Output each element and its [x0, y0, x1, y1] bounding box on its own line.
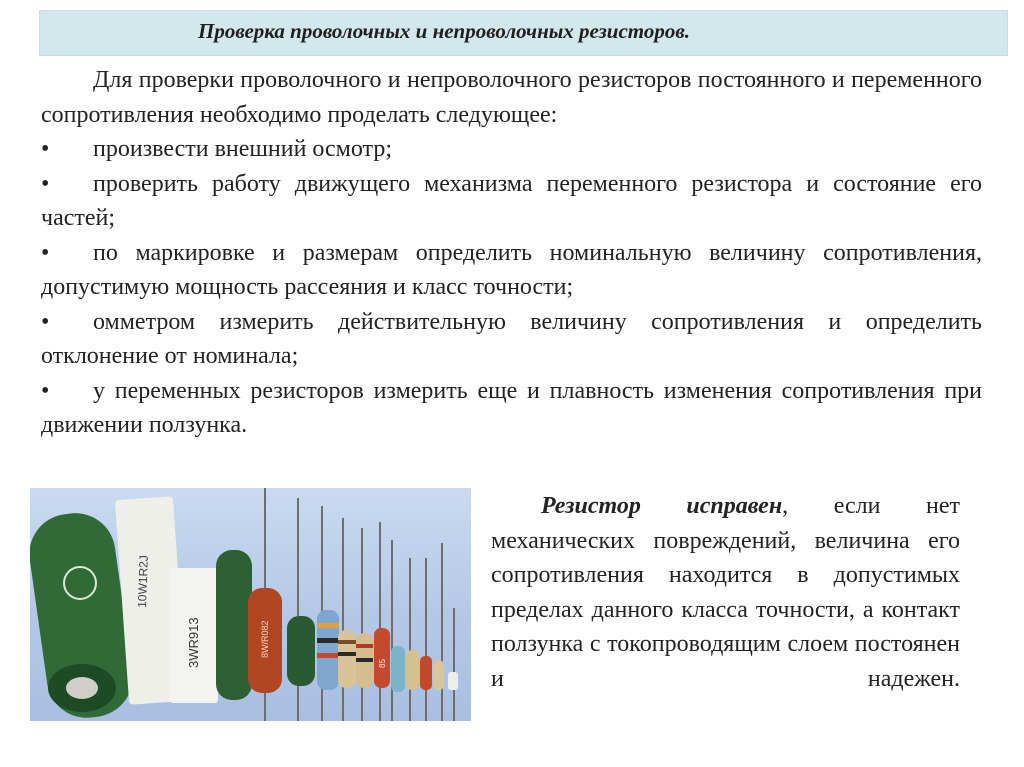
tiny-resistor-1 — [420, 656, 432, 690]
bullet-icon: • — [41, 170, 50, 197]
bullet-text: проверить работу движущего механизма переменного резистора и состояние его частей; — [41, 170, 982, 231]
bullet-item — [41, 236, 982, 305]
tiny-resistor-2 — [433, 660, 444, 690]
red-label: 8W/R082 — [260, 620, 270, 658]
cement-label: 3WR913 — [186, 617, 201, 668]
dark-green-resistor — [287, 616, 315, 686]
beige-resistor-3 — [406, 650, 419, 690]
bullet-icon: • — [41, 377, 50, 404]
bullet-icon: • — [41, 308, 50, 335]
ceramic-label: 10W1R2J — [135, 554, 151, 609]
cement-resistor — [170, 568, 218, 703]
bullet-item — [41, 305, 982, 374]
slide-title: Проверка проволочных и непроволочных резисторов. — [198, 19, 690, 43]
bullet-item — [41, 167, 982, 236]
resistors-illustration — [30, 488, 471, 721]
bullet-text: произвести внешний осмотр; — [93, 136, 393, 162]
body-text — [41, 63, 982, 443]
beige-resistor-1 — [338, 630, 356, 688]
green-resistor — [216, 550, 252, 700]
conclusion-term: Резистор исправен — [541, 493, 783, 519]
red-resistor — [248, 588, 282, 693]
resistors-photo — [30, 488, 471, 721]
bullet-icon: • — [41, 136, 50, 162]
bullet-text: у переменных резисторов измерить еще и плавность изменения сопротивления при движении ползунка. — [41, 377, 982, 438]
bullet-item — [41, 132, 982, 167]
title-bar — [39, 10, 1008, 56]
cyan-resistor — [391, 646, 405, 692]
bullet-text: омметром измерить действительную величину сопротивления и определить отклонение от номинала; — [41, 308, 982, 369]
conclusion-text — [491, 489, 960, 696]
blue-resistor — [317, 610, 339, 690]
intro-paragraph: Для проверки проволочного и непроволочного резисторов постоянного и переменного сопротивления необходимо проделать следующее: — [41, 67, 982, 128]
bullet-item — [41, 374, 982, 443]
bullet-text: по маркировке и размерам определить номинальную величину сопротивления, допустимую мощность рассеяния и класс точности; — [41, 239, 982, 300]
conclusion-body: , если нет механических повреждений, величина его сопротивления находится в допустимых пределах данного класса точности, а контакт ползунка с токопроводящим слоем постоянен и надежен. — [491, 493, 960, 692]
red-small-resistor — [374, 628, 390, 688]
beige-resistor-2 — [356, 633, 373, 688]
small-label: 85 — [378, 659, 387, 668]
tiny-resistor-3 — [448, 672, 458, 690]
bullet-icon: • — [41, 239, 50, 266]
